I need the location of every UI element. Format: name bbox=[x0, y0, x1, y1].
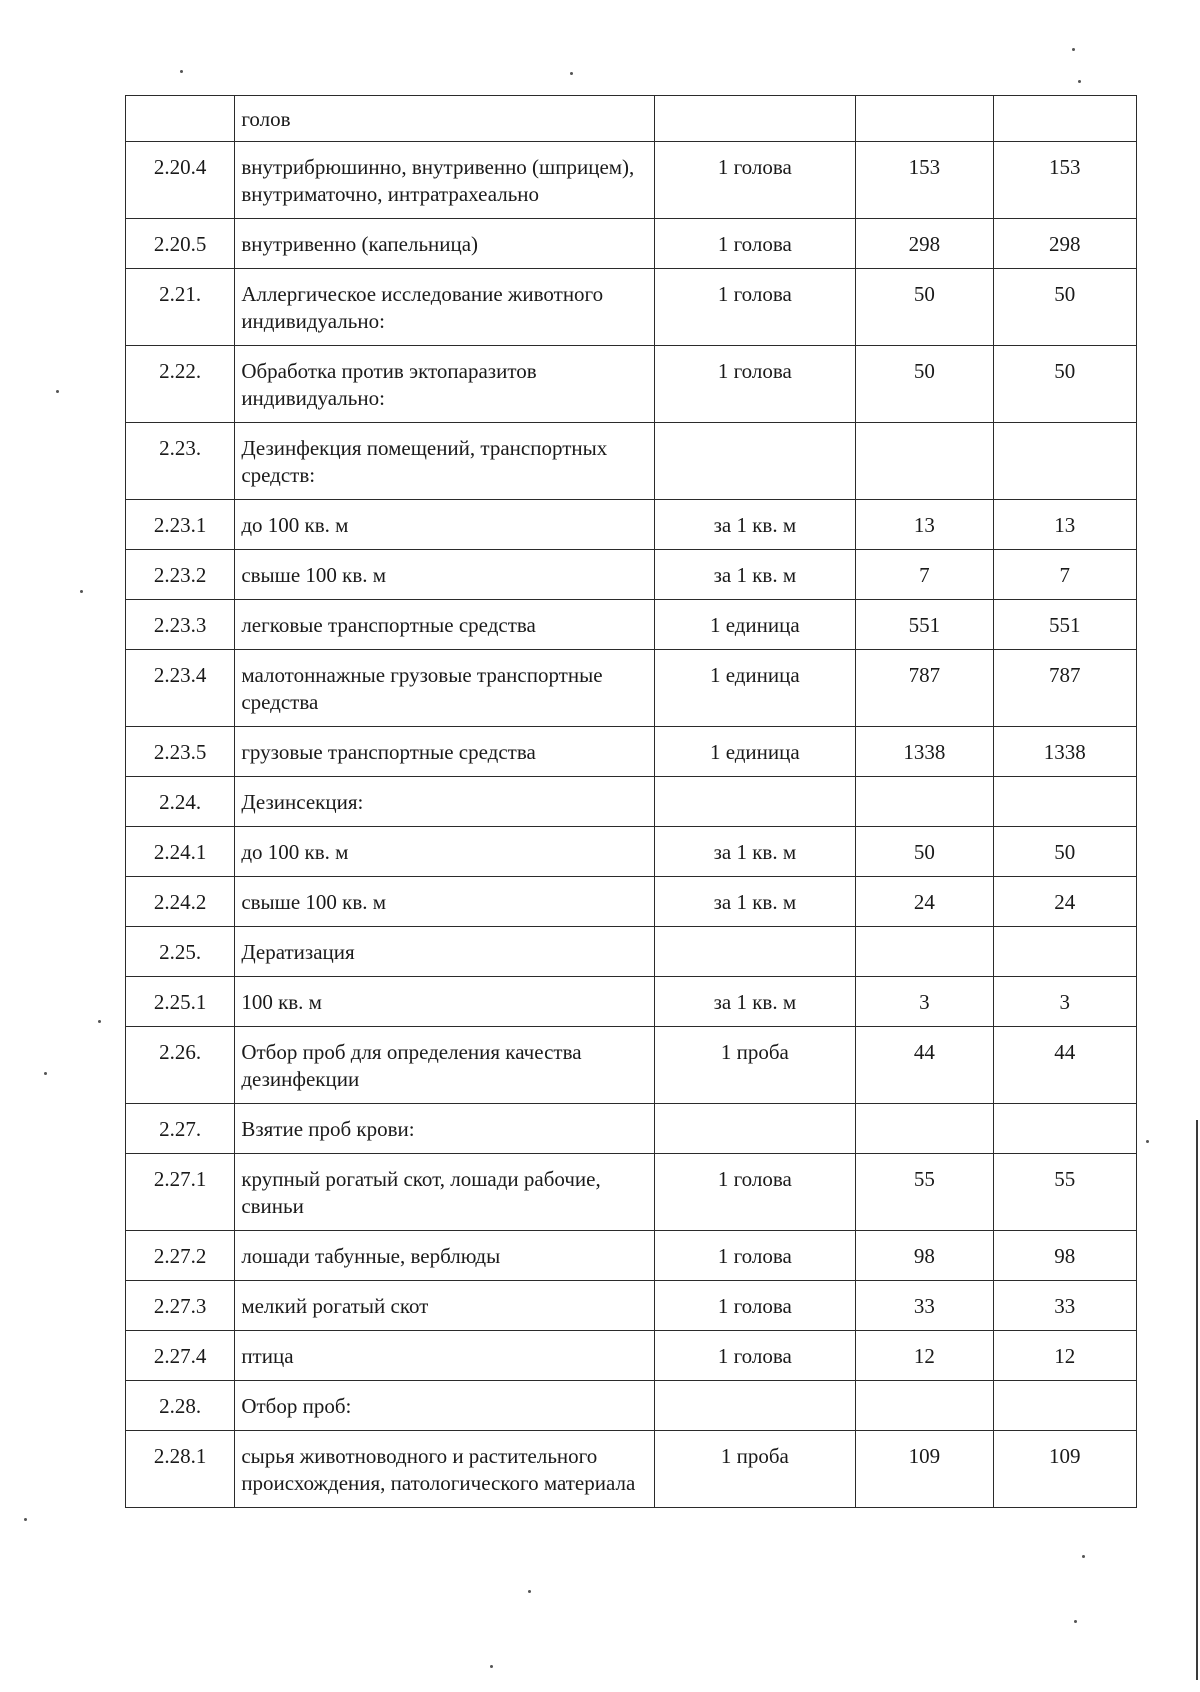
row-price-1 bbox=[856, 423, 993, 500]
row-number: 2.24.1 bbox=[126, 827, 235, 877]
row-price-1: 13 bbox=[856, 500, 993, 550]
scan-speck bbox=[490, 1665, 493, 1668]
table-row bbox=[126, 1331, 1137, 1381]
table-row bbox=[126, 1154, 1137, 1231]
table-row bbox=[126, 1231, 1137, 1281]
row-service-name: до 100 кв. м bbox=[235, 827, 654, 877]
row-price-1: 551 bbox=[856, 600, 993, 650]
scan-edge bbox=[1196, 1120, 1198, 1680]
table-row bbox=[126, 142, 1137, 219]
row-service-name: крупный рогатый скот, лошади рабочие, свиньи bbox=[235, 1154, 654, 1231]
table-row bbox=[126, 1281, 1137, 1331]
row-price-1: 33 bbox=[856, 1281, 993, 1331]
row-price-2: 44 bbox=[993, 1027, 1136, 1104]
row-unit: 1 проба bbox=[654, 1027, 856, 1104]
row-service-name: Дезинфекция помещений, транспортных средств: bbox=[235, 423, 654, 500]
row-number: 2.27.3 bbox=[126, 1281, 235, 1331]
row-unit: 1 голова bbox=[654, 142, 856, 219]
row-number: 2.25. bbox=[126, 927, 235, 977]
table-row bbox=[126, 927, 1137, 977]
row-unit: 1 голова bbox=[654, 1331, 856, 1381]
row-price-2: 7 bbox=[993, 550, 1136, 600]
row-unit: за 1 кв. м bbox=[654, 500, 856, 550]
table-row bbox=[126, 1431, 1137, 1508]
row-unit: 1 проба bbox=[654, 1431, 856, 1508]
row-service-name: птица bbox=[235, 1331, 654, 1381]
row-price-1: 1338 bbox=[856, 727, 993, 777]
scan-speck bbox=[1146, 1140, 1149, 1143]
row-service-name: внутривенно (капельница) bbox=[235, 219, 654, 269]
row-number bbox=[126, 96, 235, 142]
row-unit: за 1 кв. м bbox=[654, 827, 856, 877]
row-number: 2.23. bbox=[126, 423, 235, 500]
scan-speck bbox=[1072, 48, 1075, 51]
row-service-name: малотоннажные грузовые транспортные средства bbox=[235, 650, 654, 727]
table-row bbox=[126, 1381, 1137, 1431]
row-unit bbox=[654, 777, 856, 827]
row-price-1: 787 bbox=[856, 650, 993, 727]
row-service-name: Отбор проб: bbox=[235, 1381, 654, 1431]
row-price-1: 50 bbox=[856, 346, 993, 423]
row-price-2: 3 bbox=[993, 977, 1136, 1027]
row-price-2 bbox=[993, 1381, 1136, 1431]
row-price-2: 50 bbox=[993, 269, 1136, 346]
row-price-1: 3 bbox=[856, 977, 993, 1027]
row-price-2: 787 bbox=[993, 650, 1136, 727]
row-number: 2.27.2 bbox=[126, 1231, 235, 1281]
row-unit: 1 голова bbox=[654, 1281, 856, 1331]
row-number: 2.22. bbox=[126, 346, 235, 423]
row-price-2 bbox=[993, 96, 1136, 142]
row-price-2: 13 bbox=[993, 500, 1136, 550]
row-unit bbox=[654, 423, 856, 500]
row-price-1: 153 bbox=[856, 142, 993, 219]
row-unit: за 1 кв. м bbox=[654, 877, 856, 927]
row-number: 2.27. bbox=[126, 1104, 235, 1154]
row-price-1 bbox=[856, 777, 993, 827]
row-unit: 1 голова bbox=[654, 1231, 856, 1281]
row-price-2: 153 bbox=[993, 142, 1136, 219]
row-price-2 bbox=[993, 927, 1136, 977]
row-number: 2.23.3 bbox=[126, 600, 235, 650]
row-price-1: 24 bbox=[856, 877, 993, 927]
row-service-name: до 100 кв. м bbox=[235, 500, 654, 550]
row-service-name: свыше 100 кв. м bbox=[235, 550, 654, 600]
table-row bbox=[126, 423, 1137, 500]
row-number: 2.20.4 bbox=[126, 142, 235, 219]
table-row bbox=[126, 777, 1137, 827]
row-number: 2.23.5 bbox=[126, 727, 235, 777]
table-row bbox=[126, 550, 1137, 600]
row-number: 2.24.2 bbox=[126, 877, 235, 927]
row-number: 2.26. bbox=[126, 1027, 235, 1104]
row-service-name: внутрибрюшинно, внутривенно (шприцем), внутриматочно, интратрахеально bbox=[235, 142, 654, 219]
table-row bbox=[126, 1104, 1137, 1154]
row-unit: 1 единица bbox=[654, 650, 856, 727]
row-price-1 bbox=[856, 1104, 993, 1154]
row-number: 2.23.1 bbox=[126, 500, 235, 550]
row-number: 2.24. bbox=[126, 777, 235, 827]
row-price-2 bbox=[993, 423, 1136, 500]
table-row bbox=[126, 977, 1137, 1027]
row-service-name: сырья животноводного и растительного происхождения, патологического материала bbox=[235, 1431, 654, 1508]
row-price-1: 50 bbox=[856, 827, 993, 877]
row-price-2: 551 bbox=[993, 600, 1136, 650]
row-unit: 1 голова bbox=[654, 346, 856, 423]
row-price-1: 50 bbox=[856, 269, 993, 346]
row-unit: 1 голова bbox=[654, 269, 856, 346]
row-unit: 1 единица bbox=[654, 727, 856, 777]
row-service-name: Дезинсекция: bbox=[235, 777, 654, 827]
scan-speck bbox=[1082, 1555, 1085, 1558]
table-row bbox=[126, 600, 1137, 650]
table-row bbox=[126, 877, 1137, 927]
table-row bbox=[126, 500, 1137, 550]
row-price-2: 55 bbox=[993, 1154, 1136, 1231]
table-row bbox=[126, 827, 1137, 877]
row-price-2: 298 bbox=[993, 219, 1136, 269]
row-price-1: 7 bbox=[856, 550, 993, 600]
scan-speck bbox=[180, 70, 183, 73]
row-price-2: 12 bbox=[993, 1331, 1136, 1381]
row-number: 2.28. bbox=[126, 1381, 235, 1431]
row-unit bbox=[654, 96, 856, 142]
row-service-name: грузовые транспортные средства bbox=[235, 727, 654, 777]
scan-speck bbox=[528, 1590, 531, 1593]
row-service-name: свыше 100 кв. м bbox=[235, 877, 654, 927]
table-row bbox=[126, 727, 1137, 777]
row-price-2: 98 bbox=[993, 1231, 1136, 1281]
row-price-2: 50 bbox=[993, 827, 1136, 877]
row-number: 2.27.1 bbox=[126, 1154, 235, 1231]
row-number: 2.20.5 bbox=[126, 219, 235, 269]
price-table bbox=[125, 95, 1137, 1508]
row-price-1: 98 bbox=[856, 1231, 993, 1281]
table-row bbox=[126, 650, 1137, 727]
row-unit: за 1 кв. м bbox=[654, 977, 856, 1027]
row-unit bbox=[654, 1104, 856, 1154]
row-unit: 1 голова bbox=[654, 219, 856, 269]
row-unit: 1 единица bbox=[654, 600, 856, 650]
scan-speck bbox=[24, 1518, 27, 1521]
table-row bbox=[126, 1027, 1137, 1104]
row-unit: 1 голова bbox=[654, 1154, 856, 1231]
row-service-name: Дератизация bbox=[235, 927, 654, 977]
row-price-1: 44 bbox=[856, 1027, 993, 1104]
scan-speck bbox=[1078, 80, 1081, 83]
row-service-name: мелкий рогатый скот bbox=[235, 1281, 654, 1331]
scan-speck bbox=[98, 1020, 101, 1023]
table-row bbox=[126, 219, 1137, 269]
table-row bbox=[126, 269, 1137, 346]
row-price-2: 33 bbox=[993, 1281, 1136, 1331]
row-price-2 bbox=[993, 1104, 1136, 1154]
row-number: 2.21. bbox=[126, 269, 235, 346]
row-service-name: Отбор проб для определения качества дезинфекции bbox=[235, 1027, 654, 1104]
row-unit: за 1 кв. м bbox=[654, 550, 856, 600]
table-row bbox=[126, 346, 1137, 423]
row-price-2: 109 bbox=[993, 1431, 1136, 1508]
row-number: 2.27.4 bbox=[126, 1331, 235, 1381]
row-price-2: 50 bbox=[993, 346, 1136, 423]
price-table-body bbox=[126, 96, 1137, 1508]
row-unit bbox=[654, 1381, 856, 1431]
row-service-name: Взятие проб крови: bbox=[235, 1104, 654, 1154]
row-price-1 bbox=[856, 96, 993, 142]
row-service-name: 100 кв. м bbox=[235, 977, 654, 1027]
row-price-1: 55 bbox=[856, 1154, 993, 1231]
scan-speck bbox=[570, 72, 573, 75]
row-number: 2.23.4 bbox=[126, 650, 235, 727]
table-row bbox=[126, 96, 1137, 142]
row-service-name: лошади табунные, верблюды bbox=[235, 1231, 654, 1281]
row-number: 2.28.1 bbox=[126, 1431, 235, 1508]
row-price-1 bbox=[856, 927, 993, 977]
row-service-name: легковые транспортные средства bbox=[235, 600, 654, 650]
row-price-2: 1338 bbox=[993, 727, 1136, 777]
row-service-name: Обработка против эктопаразитов индивидуально: bbox=[235, 346, 654, 423]
row-price-2 bbox=[993, 777, 1136, 827]
row-service-name: голов bbox=[235, 96, 654, 142]
row-price-1: 12 bbox=[856, 1331, 993, 1381]
row-number: 2.23.2 bbox=[126, 550, 235, 600]
scan-speck bbox=[44, 1072, 47, 1075]
scan-speck bbox=[56, 390, 59, 393]
scan-speck bbox=[1074, 1620, 1077, 1623]
row-service-name: Аллергическое исследование животного индивидуально: bbox=[235, 269, 654, 346]
row-unit bbox=[654, 927, 856, 977]
row-price-1 bbox=[856, 1381, 993, 1431]
row-price-1: 298 bbox=[856, 219, 993, 269]
row-number: 2.25.1 bbox=[126, 977, 235, 1027]
row-price-1: 109 bbox=[856, 1431, 993, 1508]
row-price-2: 24 bbox=[993, 877, 1136, 927]
scan-speck bbox=[80, 590, 83, 593]
